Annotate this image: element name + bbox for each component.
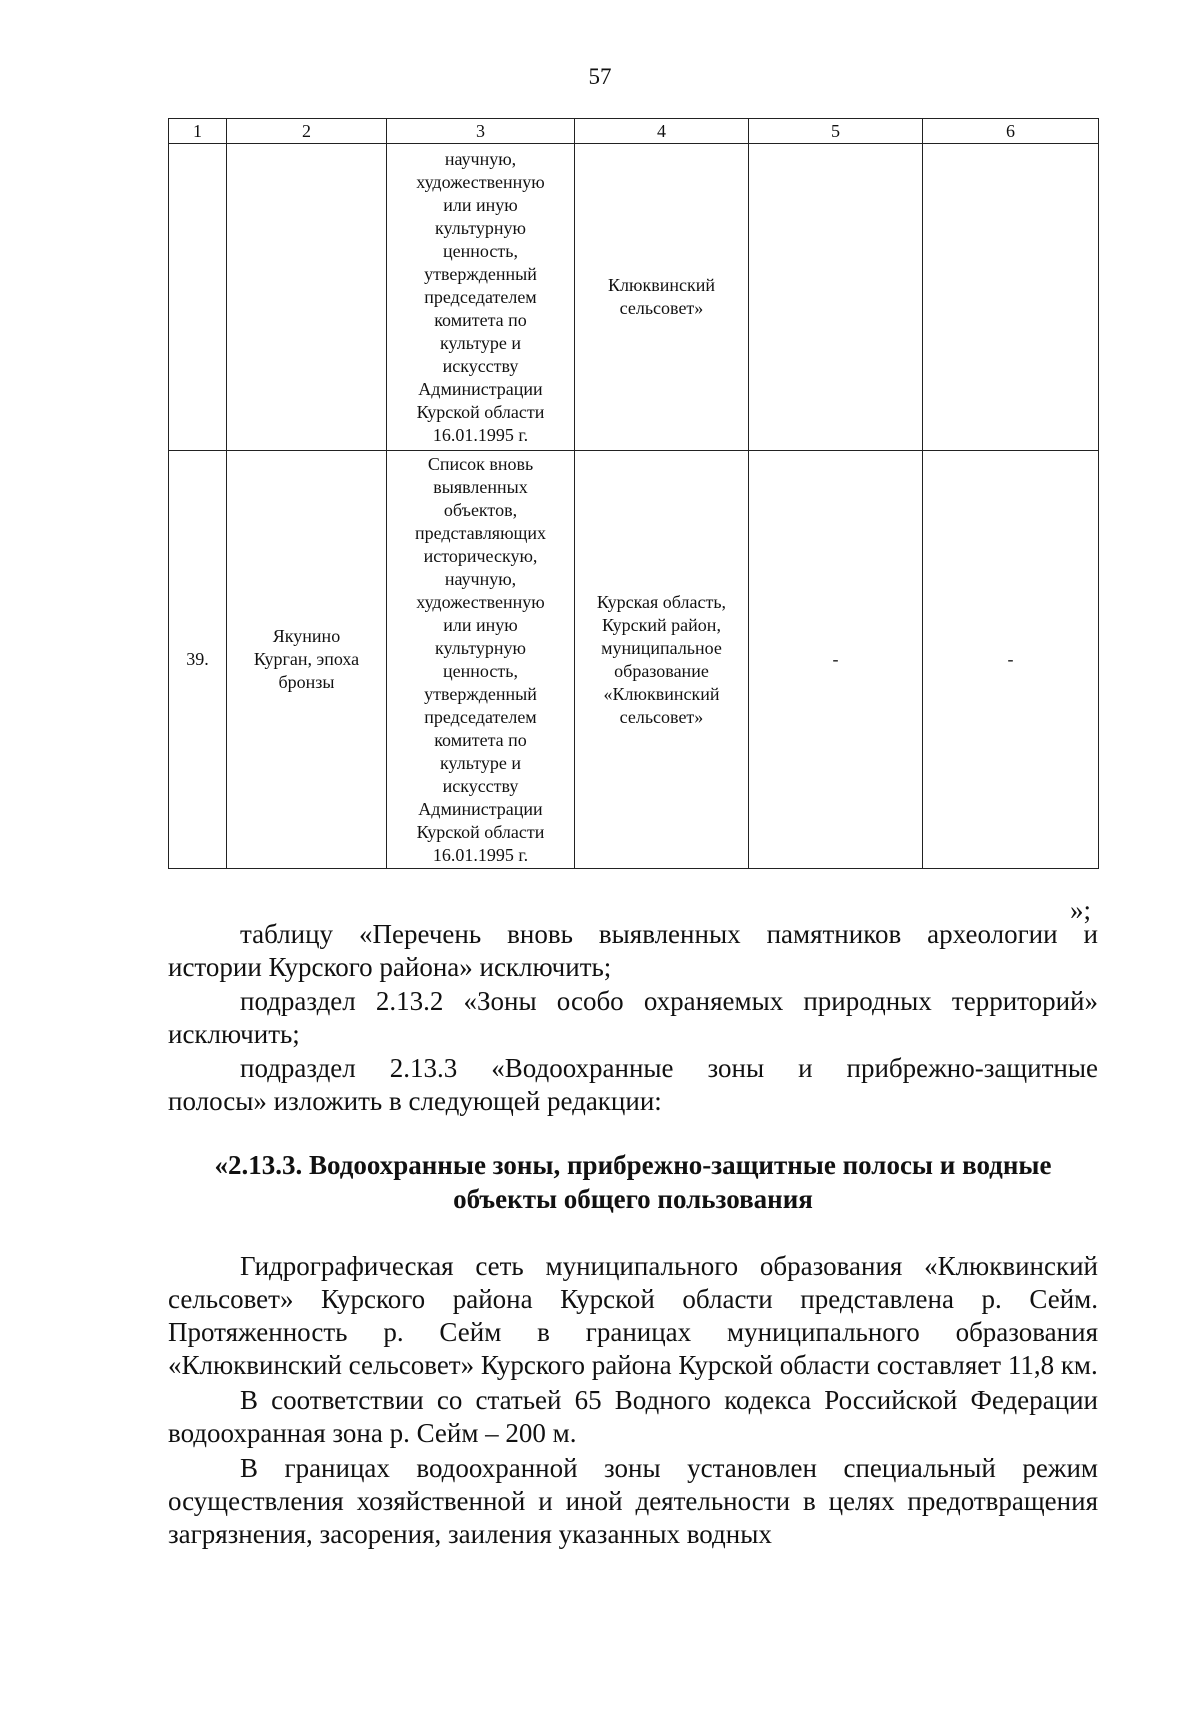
cell-line: муниципальное bbox=[601, 637, 722, 658]
table-row-39 bbox=[169, 451, 1099, 869]
paragraph-line: таблицу «Перечень вновь выявленных памятников археологии и bbox=[240, 919, 1098, 949]
cell-line: бронзы bbox=[278, 672, 335, 692]
cell-line: ценность, bbox=[443, 660, 518, 681]
section-body bbox=[168, 1250, 1098, 1551]
document-cell bbox=[387, 451, 575, 869]
object-name-cell bbox=[227, 451, 387, 869]
col6-cell: - bbox=[923, 451, 1099, 869]
col5-cell bbox=[749, 144, 923, 451]
cell-line: Курской области bbox=[416, 821, 545, 842]
cell-line: Якунино bbox=[272, 626, 341, 646]
cell-line: художественную bbox=[416, 591, 545, 612]
cell-line: культуре и bbox=[440, 752, 521, 773]
cell-line: утвержденный bbox=[424, 263, 537, 284]
cell-line: председателем bbox=[424, 286, 537, 307]
location-cell bbox=[575, 451, 749, 869]
column-header: 6 bbox=[923, 119, 1099, 144]
cell-line: научную, bbox=[444, 568, 517, 589]
cell-line: Клюквинский bbox=[608, 275, 715, 295]
row-number-cell: 39. bbox=[169, 451, 227, 869]
cell-line: Курская область, bbox=[596, 591, 727, 612]
cell-line: или иную bbox=[443, 194, 518, 215]
cell-line: искусству bbox=[442, 355, 519, 376]
monuments-table bbox=[168, 118, 1099, 869]
cell-line: культурную bbox=[435, 637, 526, 658]
column-header: 1 bbox=[169, 119, 227, 144]
closing-quote-mark: »; bbox=[1070, 895, 1092, 925]
cell-line: культурную bbox=[435, 217, 526, 238]
body-paragraph: Гидрографическая сеть муниципального образования «Клюквинский сельсовет» Курского района Курской области представлена р. Сейм. Протяженность р. Сейм в границах муниципального образования «Клюквинский сельсовет» Курского района Курской области составляет 11,8 км. bbox=[168, 1251, 1098, 1380]
paragraph-line: полосы» изложить в следующей редакции: bbox=[168, 1086, 662, 1116]
paragraph-subsection-2132 bbox=[168, 985, 1098, 1051]
cell-line: сельсовет» bbox=[619, 706, 704, 727]
cell-line: культуре и bbox=[440, 332, 521, 353]
cell-line: Администрации bbox=[418, 378, 543, 399]
cell-line: Курской области bbox=[416, 401, 545, 422]
cell-line: художественную bbox=[416, 171, 545, 192]
cell-line: искусству bbox=[442, 775, 519, 796]
location-cell bbox=[575, 144, 749, 451]
paragraph-subsection-2133 bbox=[168, 1052, 1098, 1118]
paragraph-line: подраздел 2.13.2 «Зоны особо охраняемых природных территорий» bbox=[240, 986, 1098, 1016]
paragraph-line: подраздел 2.13.3 «Водоохранные зоны и прибрежно-защитные bbox=[240, 1053, 1098, 1083]
table-header-row bbox=[169, 119, 1099, 144]
cell-line: «Клюквинский bbox=[603, 683, 720, 704]
cell-line: председателем bbox=[424, 706, 537, 727]
cell-line: комитета по bbox=[434, 729, 527, 750]
cell-line: сельсовет» bbox=[619, 298, 704, 318]
cell-line: 16.01.1995 г. bbox=[432, 424, 529, 445]
cell-line: выявленных bbox=[433, 476, 528, 497]
cell-line: историческую, bbox=[423, 545, 538, 566]
cell-line: Список вновь bbox=[427, 453, 534, 474]
cell-line: Курский район, bbox=[602, 614, 721, 635]
column-header: 2 bbox=[227, 119, 387, 144]
body-paragraph: В границах водоохранной зоны установлен специальный режим осуществления хозяйственной и иной деятельности в целях предотвращения загрязнения, засорения, заиления указанных водных bbox=[168, 1453, 1098, 1549]
heading-line: «2.13.3. Водоохранные зоны, прибрежно-защитные полосы и водные bbox=[214, 1150, 1052, 1180]
paragraph-table-removal bbox=[168, 918, 1098, 984]
row-number-cell bbox=[169, 144, 227, 451]
cell-line: комитета по bbox=[434, 309, 527, 330]
cell-line: образование bbox=[614, 660, 709, 681]
col6-cell bbox=[923, 144, 1099, 451]
cell-line: ценность, bbox=[443, 240, 518, 261]
cell-line: представляющих bbox=[414, 522, 547, 543]
cell-line: Курган, эпоха bbox=[253, 649, 360, 669]
cell-line: Администрации bbox=[418, 798, 543, 819]
column-header: 4 bbox=[575, 119, 749, 144]
cell-line: научную, bbox=[444, 148, 517, 169]
cell-line: утвержденный bbox=[424, 683, 537, 704]
table-row-continued bbox=[169, 144, 1099, 451]
cell-line: 16.01.1995 г. bbox=[432, 844, 529, 865]
col5-cell: - bbox=[749, 451, 923, 869]
body-paragraph: В соответствии со статьей 65 Водного кодекса Российской Федерации водоохранная зона р. Сейм – 200 м. bbox=[168, 1385, 1098, 1448]
paragraph-line: исключить; bbox=[168, 1019, 300, 1049]
cell-line: или иную bbox=[443, 614, 518, 635]
column-header: 5 bbox=[749, 119, 923, 144]
heading-line: объекты общего пользования bbox=[453, 1184, 813, 1214]
paragraph-line: истории Курского района» исключить; bbox=[168, 952, 612, 982]
cell-line: объектов, bbox=[443, 499, 518, 520]
object-name-cell bbox=[227, 144, 387, 451]
page-number: 57 bbox=[588, 64, 612, 89]
document-cell bbox=[387, 144, 575, 451]
column-header: 3 bbox=[387, 119, 575, 144]
section-heading bbox=[168, 1148, 1098, 1216]
